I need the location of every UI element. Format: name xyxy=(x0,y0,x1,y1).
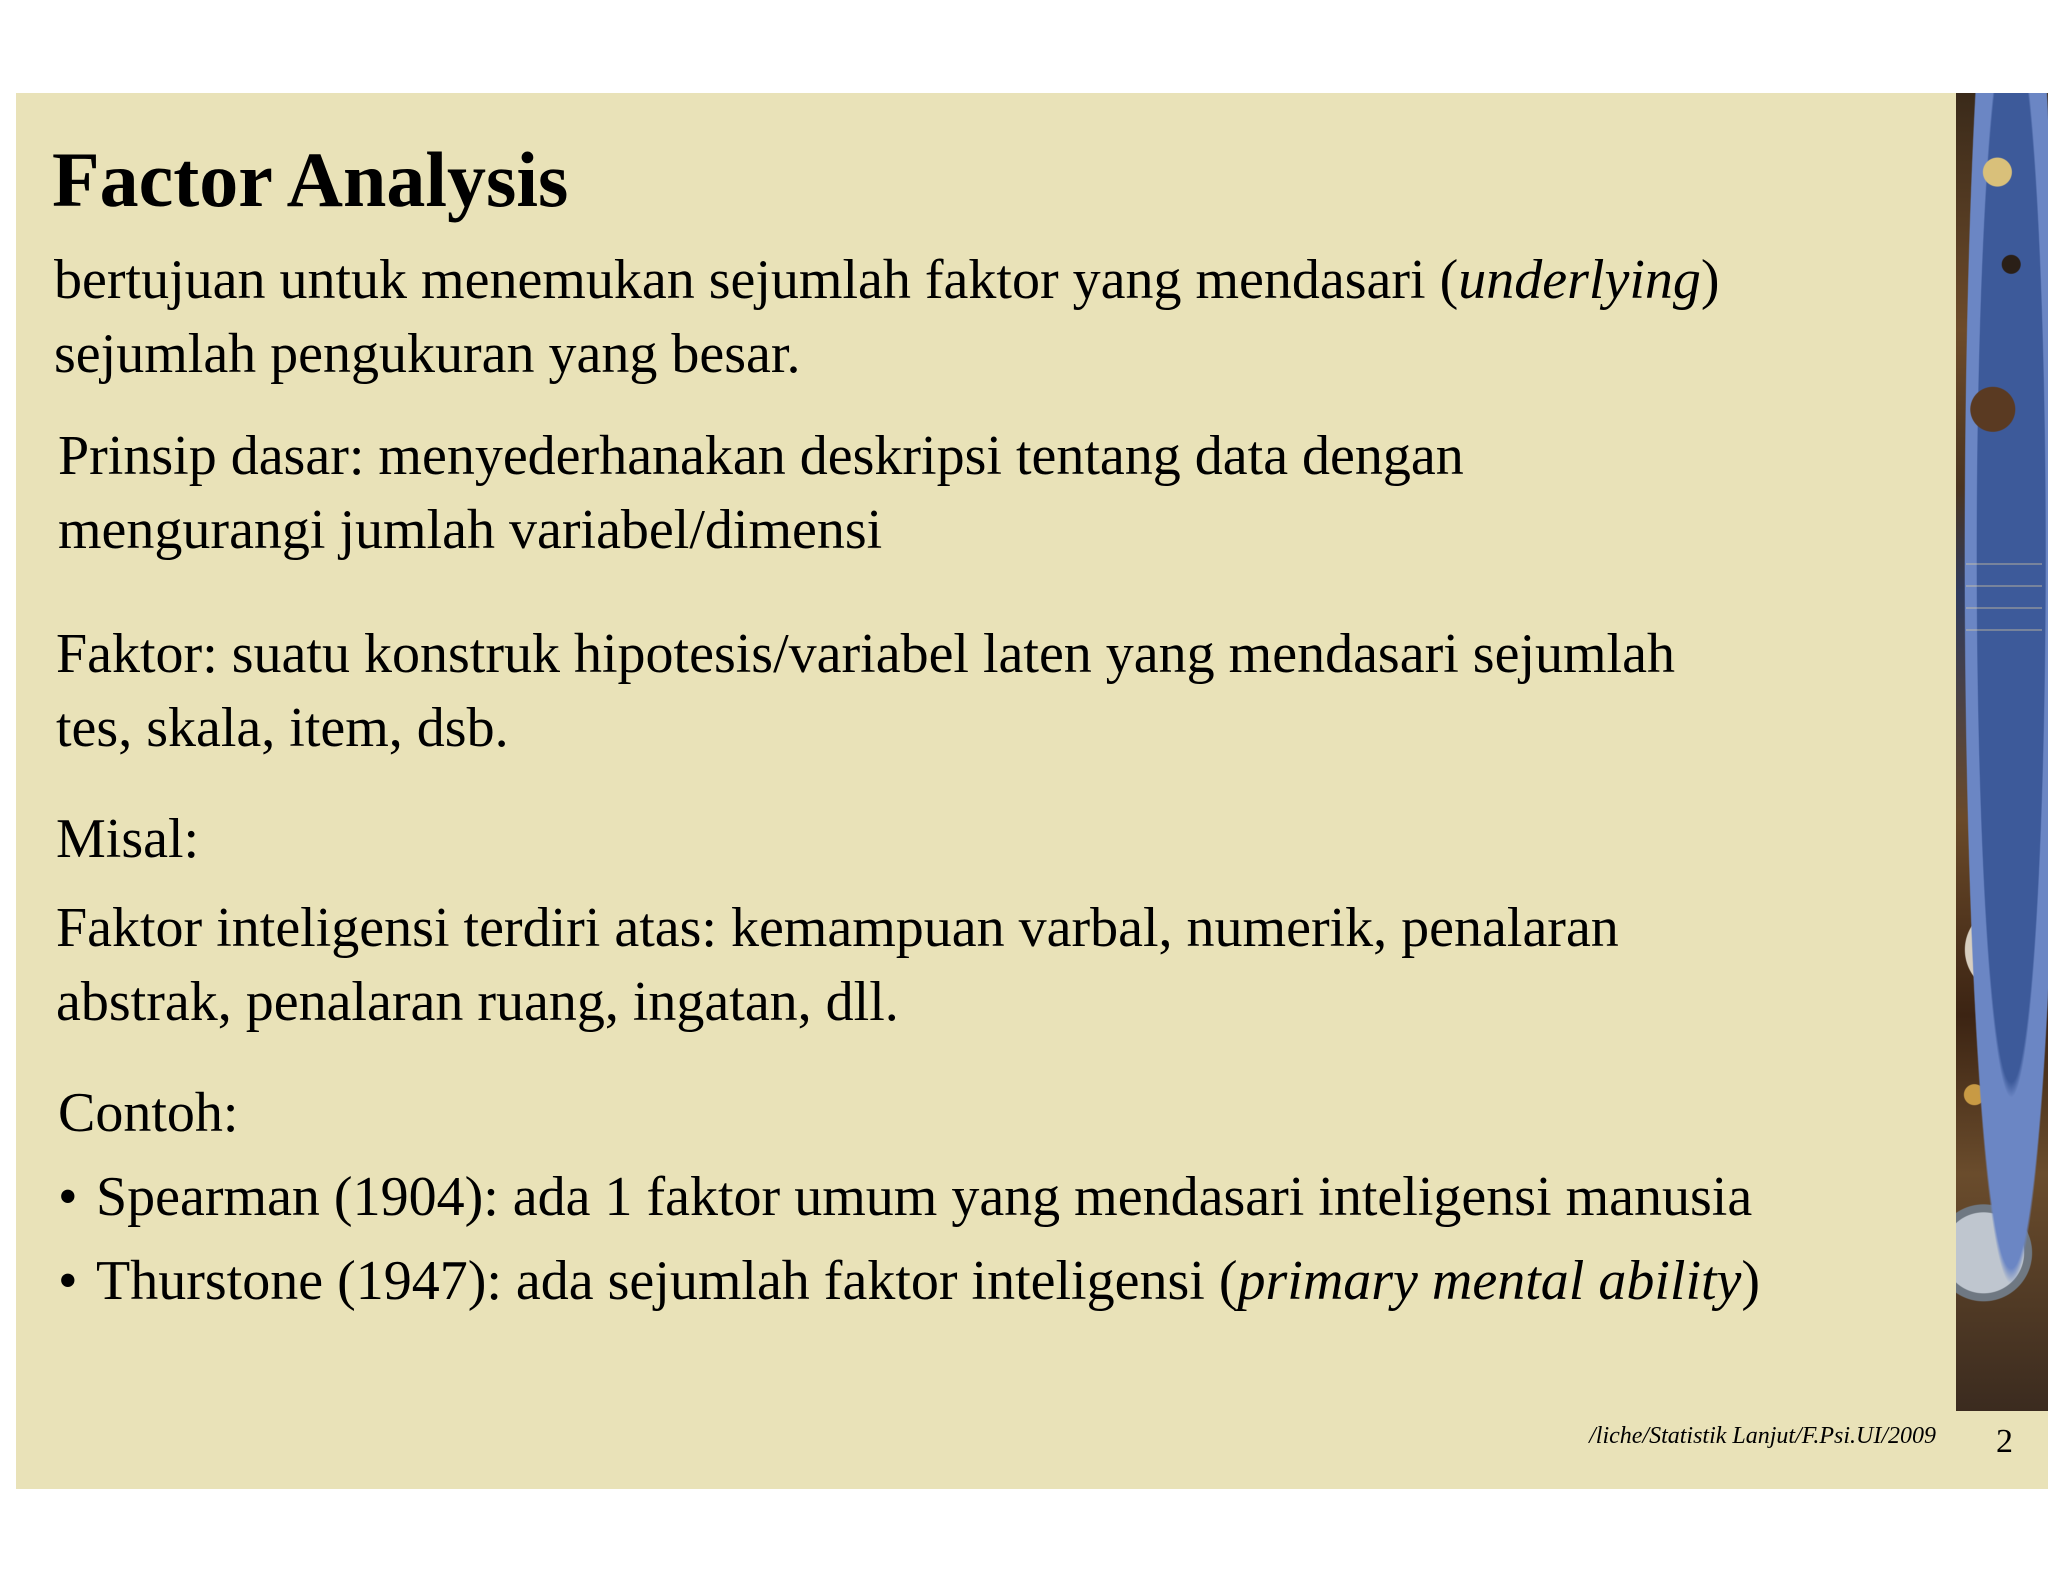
intro-line2: sejumlah pengukuran yang besar. xyxy=(54,323,801,385)
faktor-paragraph xyxy=(56,617,1675,765)
prinsip-paragraph xyxy=(58,419,1464,567)
list-item xyxy=(58,1239,1760,1323)
misal-line2: abstrak, penalaran ruang, ingatan, dll. xyxy=(56,971,899,1033)
bullet-icon: • xyxy=(58,1166,78,1228)
contoh-label: Contoh: xyxy=(58,1082,239,1144)
list-item-emphasis: primary mental ability xyxy=(1237,1250,1742,1312)
prinsip-line2: mengurangi jumlah variabel/dimensi xyxy=(58,499,883,561)
list-item-text-after: ) xyxy=(1741,1250,1761,1312)
list-item xyxy=(58,1155,1760,1239)
intro-line1-before: bertujuan untuk menemukan sejumlah faktor yang mendasari ( xyxy=(54,249,1459,311)
medals-decorative-image xyxy=(1956,93,2048,1411)
list-item-text: Spearman (1904): ada 1 faktor umum yang mendasari inteligensi manusia xyxy=(96,1166,1753,1228)
intro-line1-after: ) xyxy=(1700,249,1720,311)
misal-line1: Faktor inteligensi terdiri atas: kemampuan varbal, numerik, penalaran xyxy=(56,897,1619,959)
misal-label: Misal: xyxy=(56,808,200,870)
contoh-list xyxy=(58,1155,1760,1323)
misal-paragraph xyxy=(56,891,1619,1039)
intro-emphasis: underlying xyxy=(1458,249,1701,311)
faktor-line2: tes, skala, item, dsb. xyxy=(56,697,509,759)
page-number: 2 xyxy=(1996,1423,2013,1460)
slide xyxy=(16,93,2048,1489)
slide-title: Factor Analysis xyxy=(52,136,569,223)
faktor-line1: Faktor: suatu konstruk hipotesis/variabel laten yang mendasari sejumlah xyxy=(56,623,1675,685)
prinsip-line1: Prinsip dasar: menyederhanakan deskripsi tentang data dengan xyxy=(58,425,1464,487)
intro-paragraph xyxy=(54,243,1720,391)
bullet-icon: • xyxy=(58,1250,78,1312)
list-item-text-before: Thurstone (1947): ada sejumlah faktor inteligensi ( xyxy=(96,1250,1238,1312)
footer-source: /liche/Statistik Lanjut/F.Psi.UI/2009 xyxy=(1589,1423,1936,1449)
